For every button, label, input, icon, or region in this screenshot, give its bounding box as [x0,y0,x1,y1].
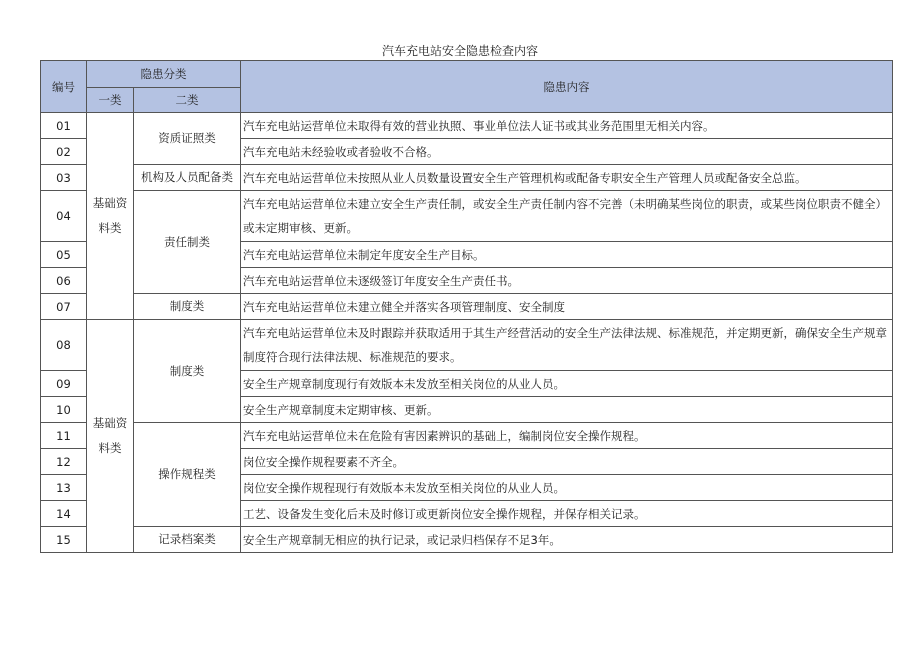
header-number: 编号 [41,61,87,113]
table-row [41,527,893,553]
row-number: 09 [41,371,87,397]
category-level1-label: 基础资料类 [92,416,128,455]
table-row [41,423,893,449]
category-level1 [87,320,134,553]
row-number: 05 [41,242,87,268]
row-number: 14 [41,501,87,527]
row-content: 汽车充电站未经验收或者验收不合格。 [241,139,893,165]
row-number: 10 [41,397,87,423]
table-row [41,113,893,139]
row-content: 安全生产规章制度现行有效版本未发放至相关岗位的从业人员。 [241,371,893,397]
header-category: 隐患分类 [87,61,241,88]
row-content: 汽车充电站运营单位未取得有效的营业执照、事业单位法人证书或其业务范围里无相关内容。 [241,113,893,139]
hazard-table [40,60,893,553]
row-content: 汽车充电站运营单位未制定年度安全生产目标。 [241,242,893,268]
row-number: 06 [41,268,87,294]
category-level2: 操作规程类 [134,423,241,527]
row-number: 12 [41,449,87,475]
header-row-1 [41,61,893,88]
header-level1: 一类 [87,88,134,113]
row-number: 13 [41,475,87,501]
row-number: 04 [41,191,87,242]
category-level2: 责任制类 [134,191,241,294]
row-content: 汽车充电站运营单位未逐级签订年度安全生产责任书。 [241,268,893,294]
table-row [41,191,893,242]
row-content: 岗位安全操作规程要素不齐全。 [241,449,893,475]
header-content: 隐患内容 [241,61,893,113]
header-level2: 二类 [134,88,241,113]
row-content: 汽车充电站运营单位未及时跟踪并获取适用于其生产经营活动的安全生产法律法规、标准规范，并定期更新，确保安全生产规章制度符合现行法律法规、标准规范的要求。 [241,320,893,371]
row-number: 03 [41,165,87,191]
category-level1 [87,113,134,320]
table-row [41,320,893,371]
row-number: 15 [41,527,87,553]
row-content: 汽车充电站运营单位未在危险有害因素辨识的基础上，编制岗位安全操作规程。 [241,423,893,449]
row-number: 07 [41,294,87,320]
document-title: 汽车充电站安全隐患检查内容 [381,44,538,58]
category-level2: 制度类 [134,294,241,320]
category-level1-label: 基础资料类 [92,196,128,235]
row-content: 汽车充电站运营单位未建立健全并落实各项管理制度、安全制度 [241,294,893,320]
row-number: 02 [41,139,87,165]
row-content: 岗位安全操作规程现行有效版本未发放至相关岗位的从业人员。 [241,475,893,501]
category-level2: 机构及人员配备类 [134,165,241,191]
table-row [41,294,893,320]
row-number: 11 [41,423,87,449]
row-content: 汽车充电站运营单位未建立安全生产责任制，或安全生产责任制内容不完善（未明确某些岗位的职责，或某些岗位职责不健全）或未定期审核、更新。 [241,191,893,242]
category-level2: 资质证照类 [134,113,241,165]
row-number: 08 [41,320,87,371]
category-level2: 记录档案类 [134,527,241,553]
row-content: 工艺、设备发生变化后未及时修订或更新岗位安全操作规程，并保存相关记录。 [241,501,893,527]
table-row [41,165,893,191]
row-number: 01 [41,113,87,139]
category-level2: 制度类 [134,320,241,423]
row-content: 安全生产规章制无相应的执行记录，或记录归档保存不足3年。 [241,527,893,553]
row-content: 安全生产规章制度未定期审核、更新。 [241,397,893,423]
row-content: 汽车充电站运营单位未按照从业人员数量设置安全生产管理机构或配备专职安全生产管理人员或配备安全总监。 [241,165,893,191]
